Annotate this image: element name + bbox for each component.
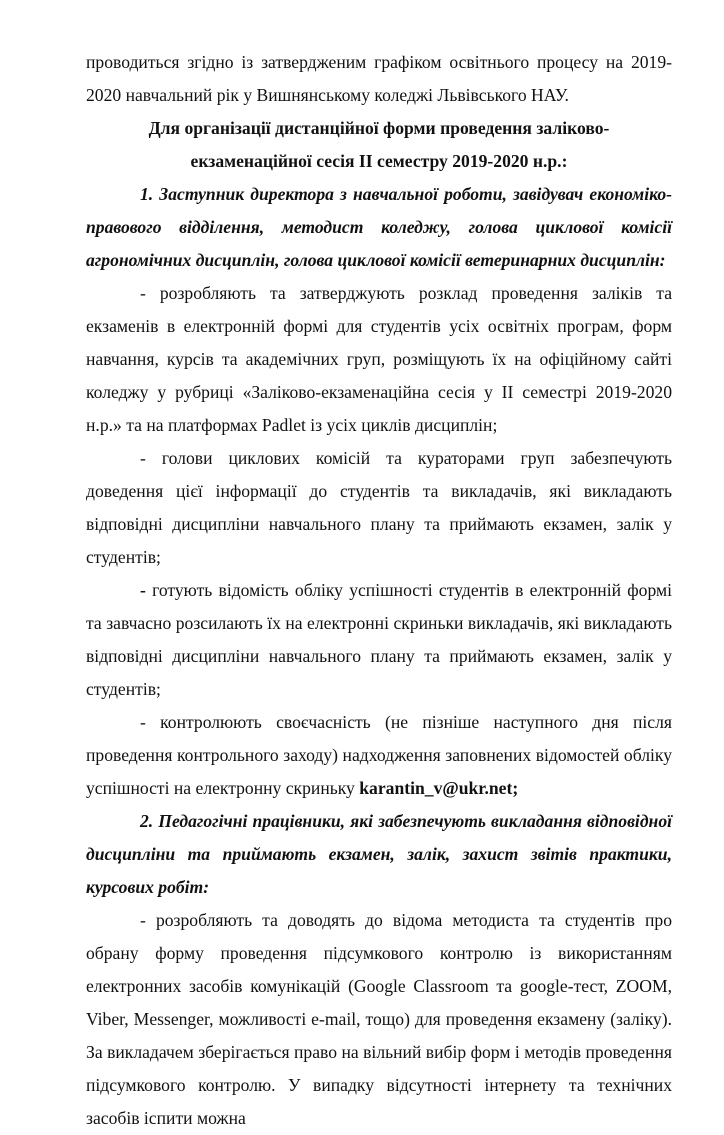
list-item-1: 1. Заступник директора з навчальної роботи, завідувач економіко-правового відділення, методист коледжу, голова циклової комісії агрономічних дисциплін, голова циклової комісії ветеринарних дисциплін: (86, 184, 672, 270)
bullet-inform: - голови циклових комісій та кураторами груп забезпечують доведення цієї інформації до студентів та викладачів, які викладають відповідні дисципліни навчального плану та приймають екзамен, залік у студентів; (86, 448, 672, 567)
bullet-schedule: - розробляють та затверджують розклад проведення заліків та екзаменів в електронній формі для студентів усіх освітніх програм, форм навчання, курсів та академічних груп, розміщують їх на офіційному сайті коледжу у рубриці «Заліково-екзаменаційна сесія у ІІ семестрі 2019-2020 н.р.» та на платформах Padlet із усіх циклів дисциплін; (86, 283, 672, 435)
bullet-prepare (86, 574, 672, 706)
bullet-control (86, 706, 672, 805)
list-item-2: 2. Педагогічні працівники, які забезпечують викладання відповідної дисципліни та приймають екзамен, залік, захист звітів практики, курсових робіт: (86, 811, 672, 897)
section-heading: Для організації дистанційної форми проведення заліково-екзаменаційної сесія ІІ семестру 2019-2020 н.р.: (148, 118, 610, 171)
paragraph-continuation: проводиться згідно із затвердженим графіком освітнього процесу на 2019-2020 навчальний рік у Вишнянському коледжі Львівського НАУ. (86, 52, 672, 105)
email-address: karantin_v@ukr.net; (359, 778, 519, 798)
bullet-dash: - (140, 580, 146, 600)
bullet-prepare-text: готують відомість обліку успішності студентів в електронній формі та завчасно розсилають їх на електронні скриньки викладачів, які викладають відповідні дисципліни навчального плану та приймають екзамен, залік у студентів; (86, 580, 672, 699)
bullet-control-text: - контролюють своєчасність (не пізніше наступного дня після проведення контрольного заходу) надходження заповнених відомостей обліку успішності на електронну скриньку (86, 712, 672, 798)
bullet-develop: - розробляють та доводять до відома методиста та студентів про обрану форму проведення підсумкового контролю із використанням електронних засобів комунікацій (Google Classroom та google-тест, ZOOM, Viber, Messenger, можливості e-mail, тощо) для проведення екзамену (заліку). За викладачем зберігається право на вільний вибір форм і методів проведення підсумкового контролю. У випадку відсутності інтернету та технічних засобів іспити можна (86, 910, 672, 1128)
